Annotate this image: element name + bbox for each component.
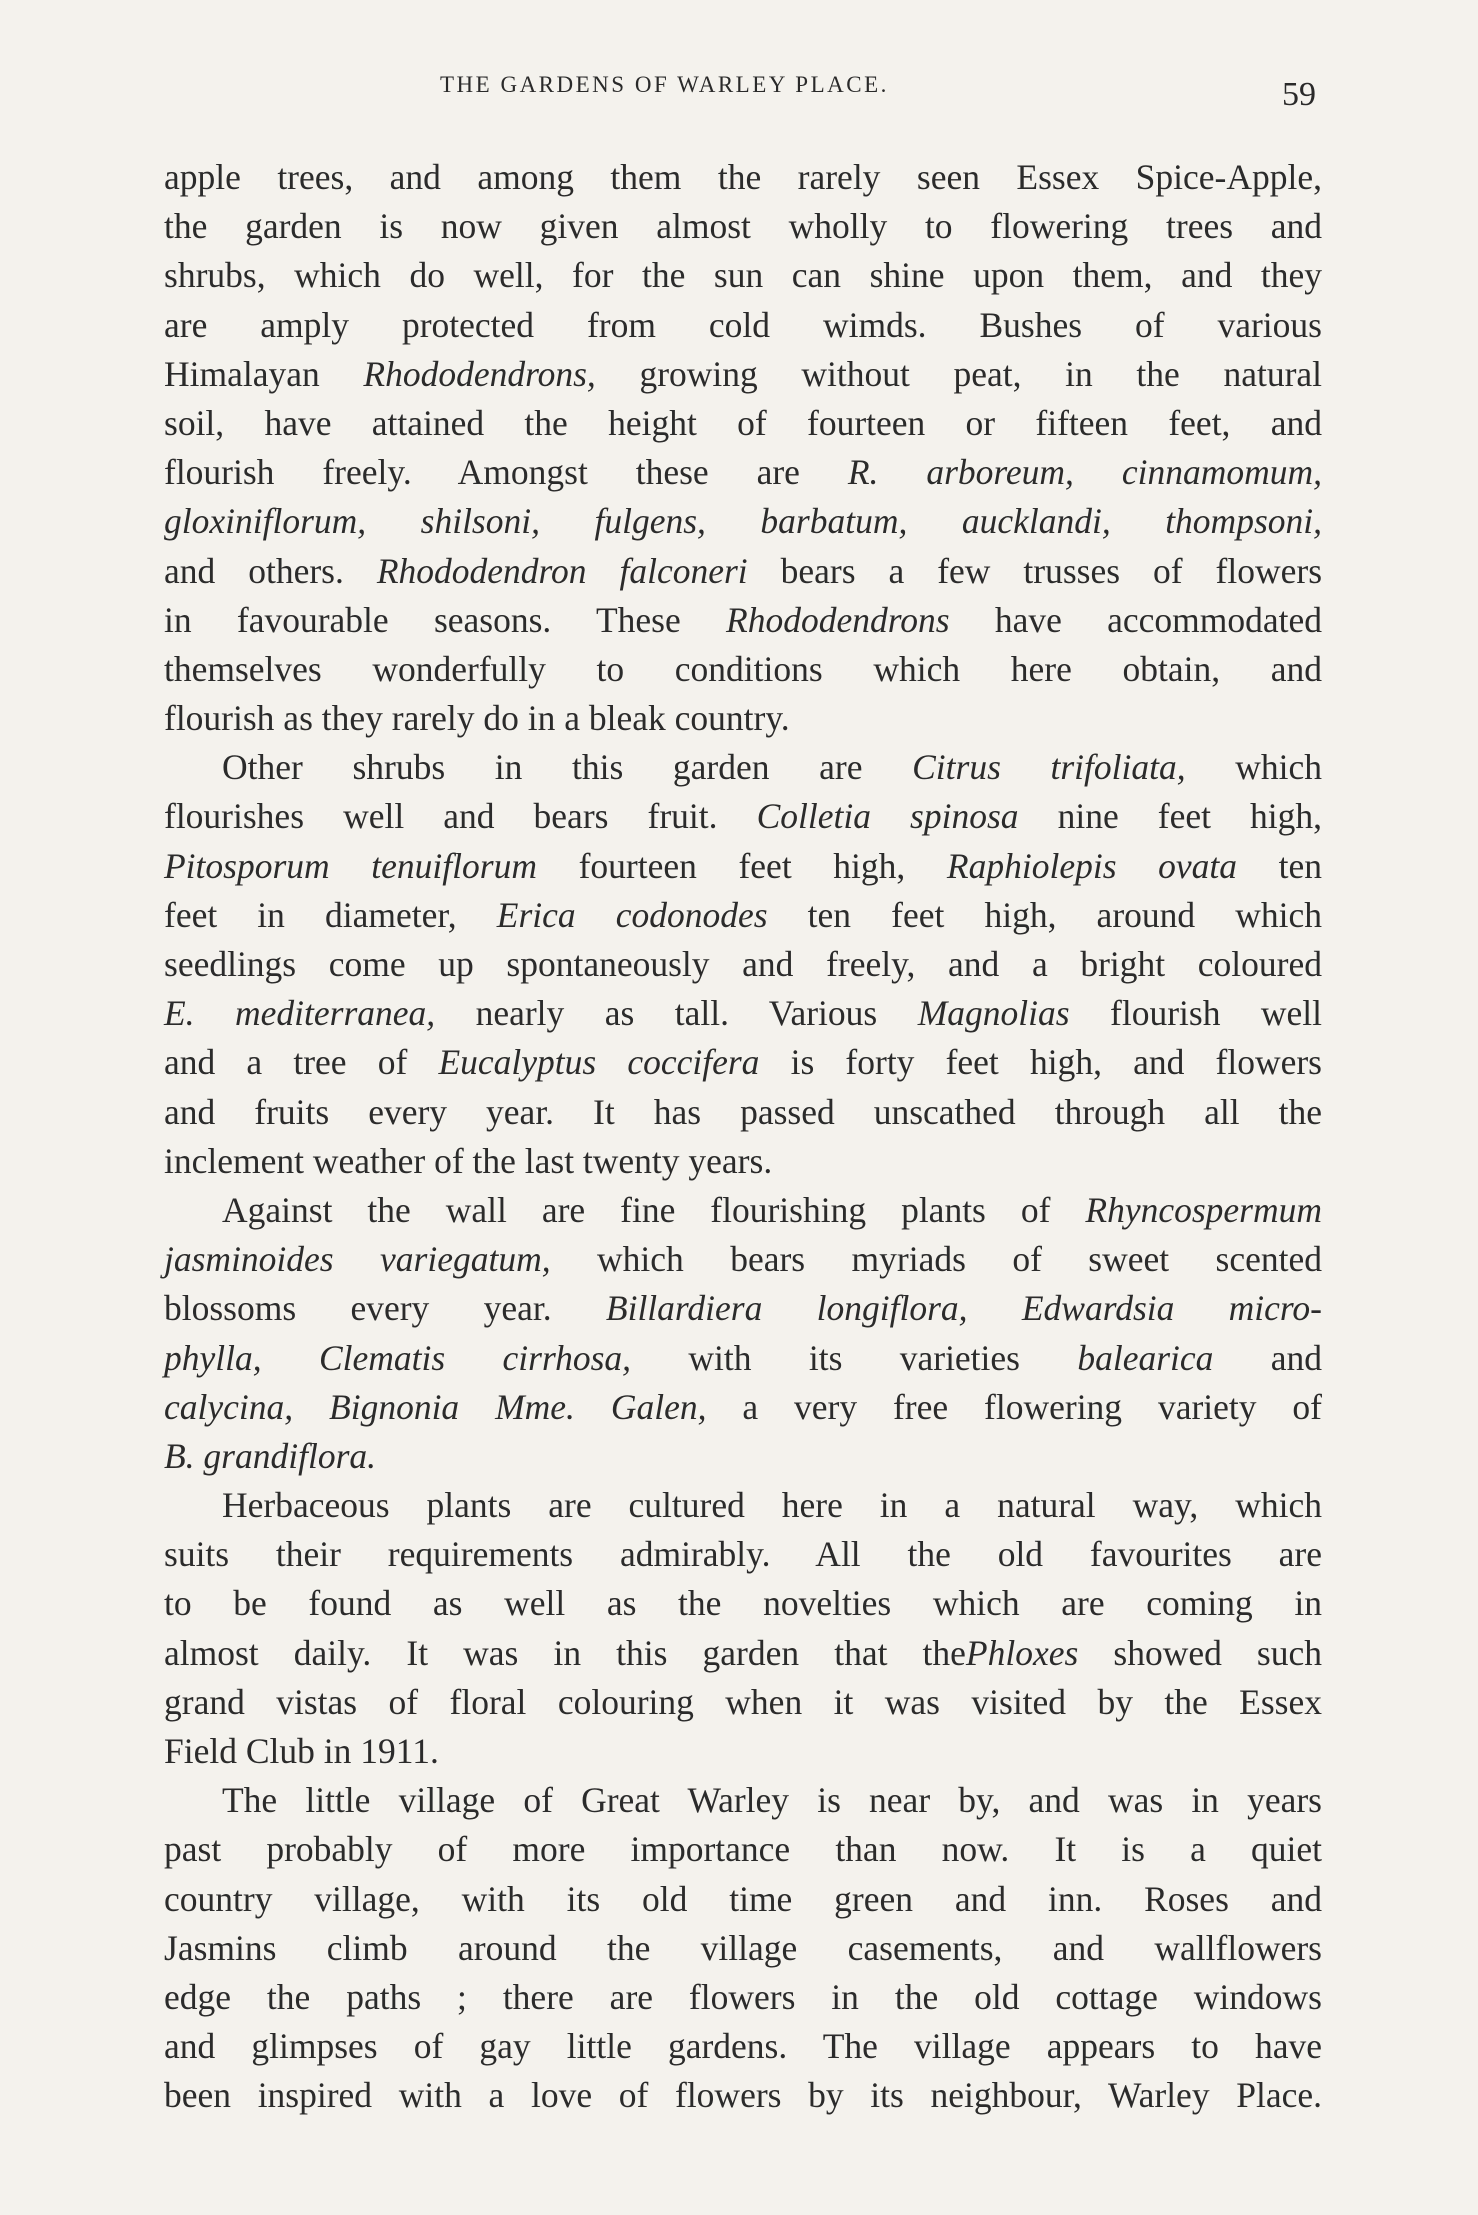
text-run: in favourable seasons. These xyxy=(164,599,727,640)
text-run: Other shrubs in this garden are xyxy=(222,747,913,788)
text-run: are amply protected from cold wimds. Bushes of various xyxy=(164,304,1322,345)
text-run: feet in diameter, xyxy=(164,894,497,935)
text-line xyxy=(164,940,1322,989)
text-line xyxy=(164,645,1322,694)
italic-text: Eucalyptus coccifera xyxy=(438,1042,760,1083)
text-run: the garden is now given almost wholly to flowering trees and xyxy=(164,206,1322,247)
text-run: with its varieties xyxy=(631,1337,1078,1378)
italic-text: Citrus trifoliata, xyxy=(912,747,1186,788)
text-line xyxy=(164,694,1322,743)
italic-text: E. mediterranea, xyxy=(164,993,436,1034)
text-run: flourish well xyxy=(1069,993,1323,1034)
text-run: past probably of more importance than now. It is a quiet xyxy=(164,1829,1322,1870)
running-head: THE GARDENS OF WARLEY PLACE. xyxy=(440,72,889,97)
text-run: grand vistas of floral colouring when it was visited by the Essex xyxy=(164,1681,1322,1722)
text-line xyxy=(164,547,1322,596)
text-line xyxy=(164,1284,1322,1333)
text-line xyxy=(164,1776,1322,1825)
body-text xyxy=(164,153,1322,2121)
italic-text: R. arboreum, cinnamomum, xyxy=(847,452,1322,493)
text-line xyxy=(164,350,1322,399)
text-run: growing without peat, in the natural xyxy=(595,353,1323,394)
text-line xyxy=(164,1334,1322,1383)
italic-text: Phloxes xyxy=(965,1632,1079,1673)
text-line xyxy=(164,1973,1322,2022)
text-run: have accommodated xyxy=(949,599,1322,640)
text-run: to be found as well as the novelties which are coming in xyxy=(164,1583,1322,1624)
text-line xyxy=(164,1383,1322,1432)
text-line xyxy=(164,743,1322,792)
page-number: 59 xyxy=(1282,76,1316,113)
text-line xyxy=(164,989,1322,1038)
text-line xyxy=(164,1137,1322,1186)
text-line xyxy=(164,497,1322,546)
text-run: ten xyxy=(1237,845,1323,886)
text-line xyxy=(164,1235,1322,1284)
text-run: and others. xyxy=(164,550,377,591)
text-run: which xyxy=(1185,747,1323,788)
text-run: which bears myriads of sweet scented xyxy=(550,1239,1323,1280)
italic-text: Pitosporum tenuiflorum xyxy=(164,845,537,886)
text-run: bears a few trusses of flowers xyxy=(747,550,1323,591)
text-run: ten feet high, around which xyxy=(767,894,1322,935)
text-run: showed such xyxy=(1078,1632,1323,1673)
italic-text: Rhododendrons, xyxy=(363,353,596,394)
italic-text: Magnolias xyxy=(917,993,1070,1034)
text-run: country village, with its old time green and inn. Roses and xyxy=(164,1878,1322,1919)
text-run: soil, have attained the height of fourteen or fifteen feet, and xyxy=(164,402,1322,443)
italic-text: balearica xyxy=(1077,1337,1214,1378)
text-run: themselves wonderfully to conditions which here obtain, and xyxy=(164,648,1322,689)
italic-text: Rhododendron falconeri xyxy=(376,550,748,591)
text-line xyxy=(164,153,1322,202)
text-run: Jasmins climb around the village casements, and wallflowers xyxy=(164,1927,1322,1968)
text-run: Himalayan xyxy=(164,353,364,394)
text-run: Field Club in 1911. xyxy=(164,1731,439,1771)
text-line xyxy=(164,1875,1322,1924)
text-line xyxy=(164,1579,1322,1628)
text-line xyxy=(164,1038,1322,1087)
text-run: almost daily. It was in this garden that the xyxy=(164,1632,966,1673)
text-line xyxy=(164,251,1322,300)
text-run: fourteen feet high, xyxy=(536,845,947,886)
italic-text: gloxiniflorum, shilsoni, fulgens, barbatum, aucklandi, thompsoni, xyxy=(164,501,1322,542)
text-run: flourishes well and bears fruit. xyxy=(164,796,757,837)
text-run: The little village of Great Warley is near by, and was in years xyxy=(222,1780,1322,1821)
italic-text: Rhododendrons xyxy=(726,599,950,640)
text-run: shrubs, which do well, for the sun can shine upon them, and they xyxy=(164,255,1322,296)
text-run: nine feet high, xyxy=(1018,796,1323,837)
italic-text: Billardiera longiflora, Edwardsia micro- xyxy=(605,1288,1322,1329)
text-line xyxy=(164,2071,1322,2120)
text-run: nearly as tall. Various xyxy=(435,993,918,1034)
italic-text: Colletia spinosa xyxy=(756,796,1019,837)
text-line xyxy=(164,1727,1322,1776)
text-line xyxy=(164,301,1322,350)
text-run: flourish as they rarely do in a bleak country. xyxy=(164,698,790,739)
text-line xyxy=(164,1825,1322,1874)
text-run: inclement weather of the last twenty years. xyxy=(164,1140,773,1181)
text-line xyxy=(164,1678,1322,1727)
text-run: blossoms every year. xyxy=(164,1288,606,1329)
text-run: and fruits every year. It has passed unscathed through all the xyxy=(164,1091,1322,1132)
text-line xyxy=(164,1186,1322,1235)
italic-text: Raphiolepis ovata xyxy=(946,845,1238,886)
text-line xyxy=(164,448,1322,497)
text-run: flourish freely. Amongst these are xyxy=(164,452,848,493)
text-line xyxy=(164,792,1322,841)
text-run: and glimpses of gay little gardens. The village appears to have xyxy=(164,2026,1322,2067)
text-run: been inspired with a love of flowers by its neighbour, Warley Place. xyxy=(164,2075,1322,2116)
text-run: seedlings come up spontaneously and freely, and a bright coloured xyxy=(164,944,1322,984)
text-line xyxy=(164,399,1322,448)
italic-text: Erica codonodes xyxy=(496,894,768,935)
text-line xyxy=(164,1432,1322,1481)
text-line xyxy=(164,1481,1322,1530)
text-run: Herbaceous plants are cultured here in a natural way, which xyxy=(222,1485,1322,1526)
text-line xyxy=(164,1088,1322,1137)
text-line xyxy=(164,596,1322,645)
text-run: apple trees, and among them the rarely seen Essex Spice-Apple, xyxy=(164,157,1322,197)
text-line xyxy=(164,1924,1322,1973)
text-run: edge the paths ; there are flowers in the old cottage windows xyxy=(164,1976,1322,2017)
text-run: a very free flowering variety of xyxy=(706,1386,1322,1427)
italic-text: Rhyncospermum xyxy=(1085,1189,1322,1230)
text-run: is forty feet high, and flowers xyxy=(759,1042,1322,1083)
text-run: and xyxy=(1213,1337,1322,1378)
text-line xyxy=(164,1629,1322,1678)
italic-text: B. grandiflora. xyxy=(164,1435,377,1476)
text-line xyxy=(164,202,1322,251)
text-line xyxy=(164,842,1322,891)
italic-text: calycina, Bignonia Mme. Galen, xyxy=(164,1386,707,1427)
italic-text: jasminoides variegatum, xyxy=(164,1239,551,1280)
text-line xyxy=(164,1530,1322,1579)
text-line xyxy=(164,891,1322,940)
text-run: and a tree of xyxy=(164,1042,439,1083)
text-run: suits their requirements admirably. All the old favourites are xyxy=(164,1534,1322,1575)
italic-text: phylla, Clematis cirrhosa, xyxy=(164,1337,632,1378)
text-line xyxy=(164,2022,1322,2071)
text-run: Against the wall are fine flourishing plants of xyxy=(222,1189,1086,1230)
